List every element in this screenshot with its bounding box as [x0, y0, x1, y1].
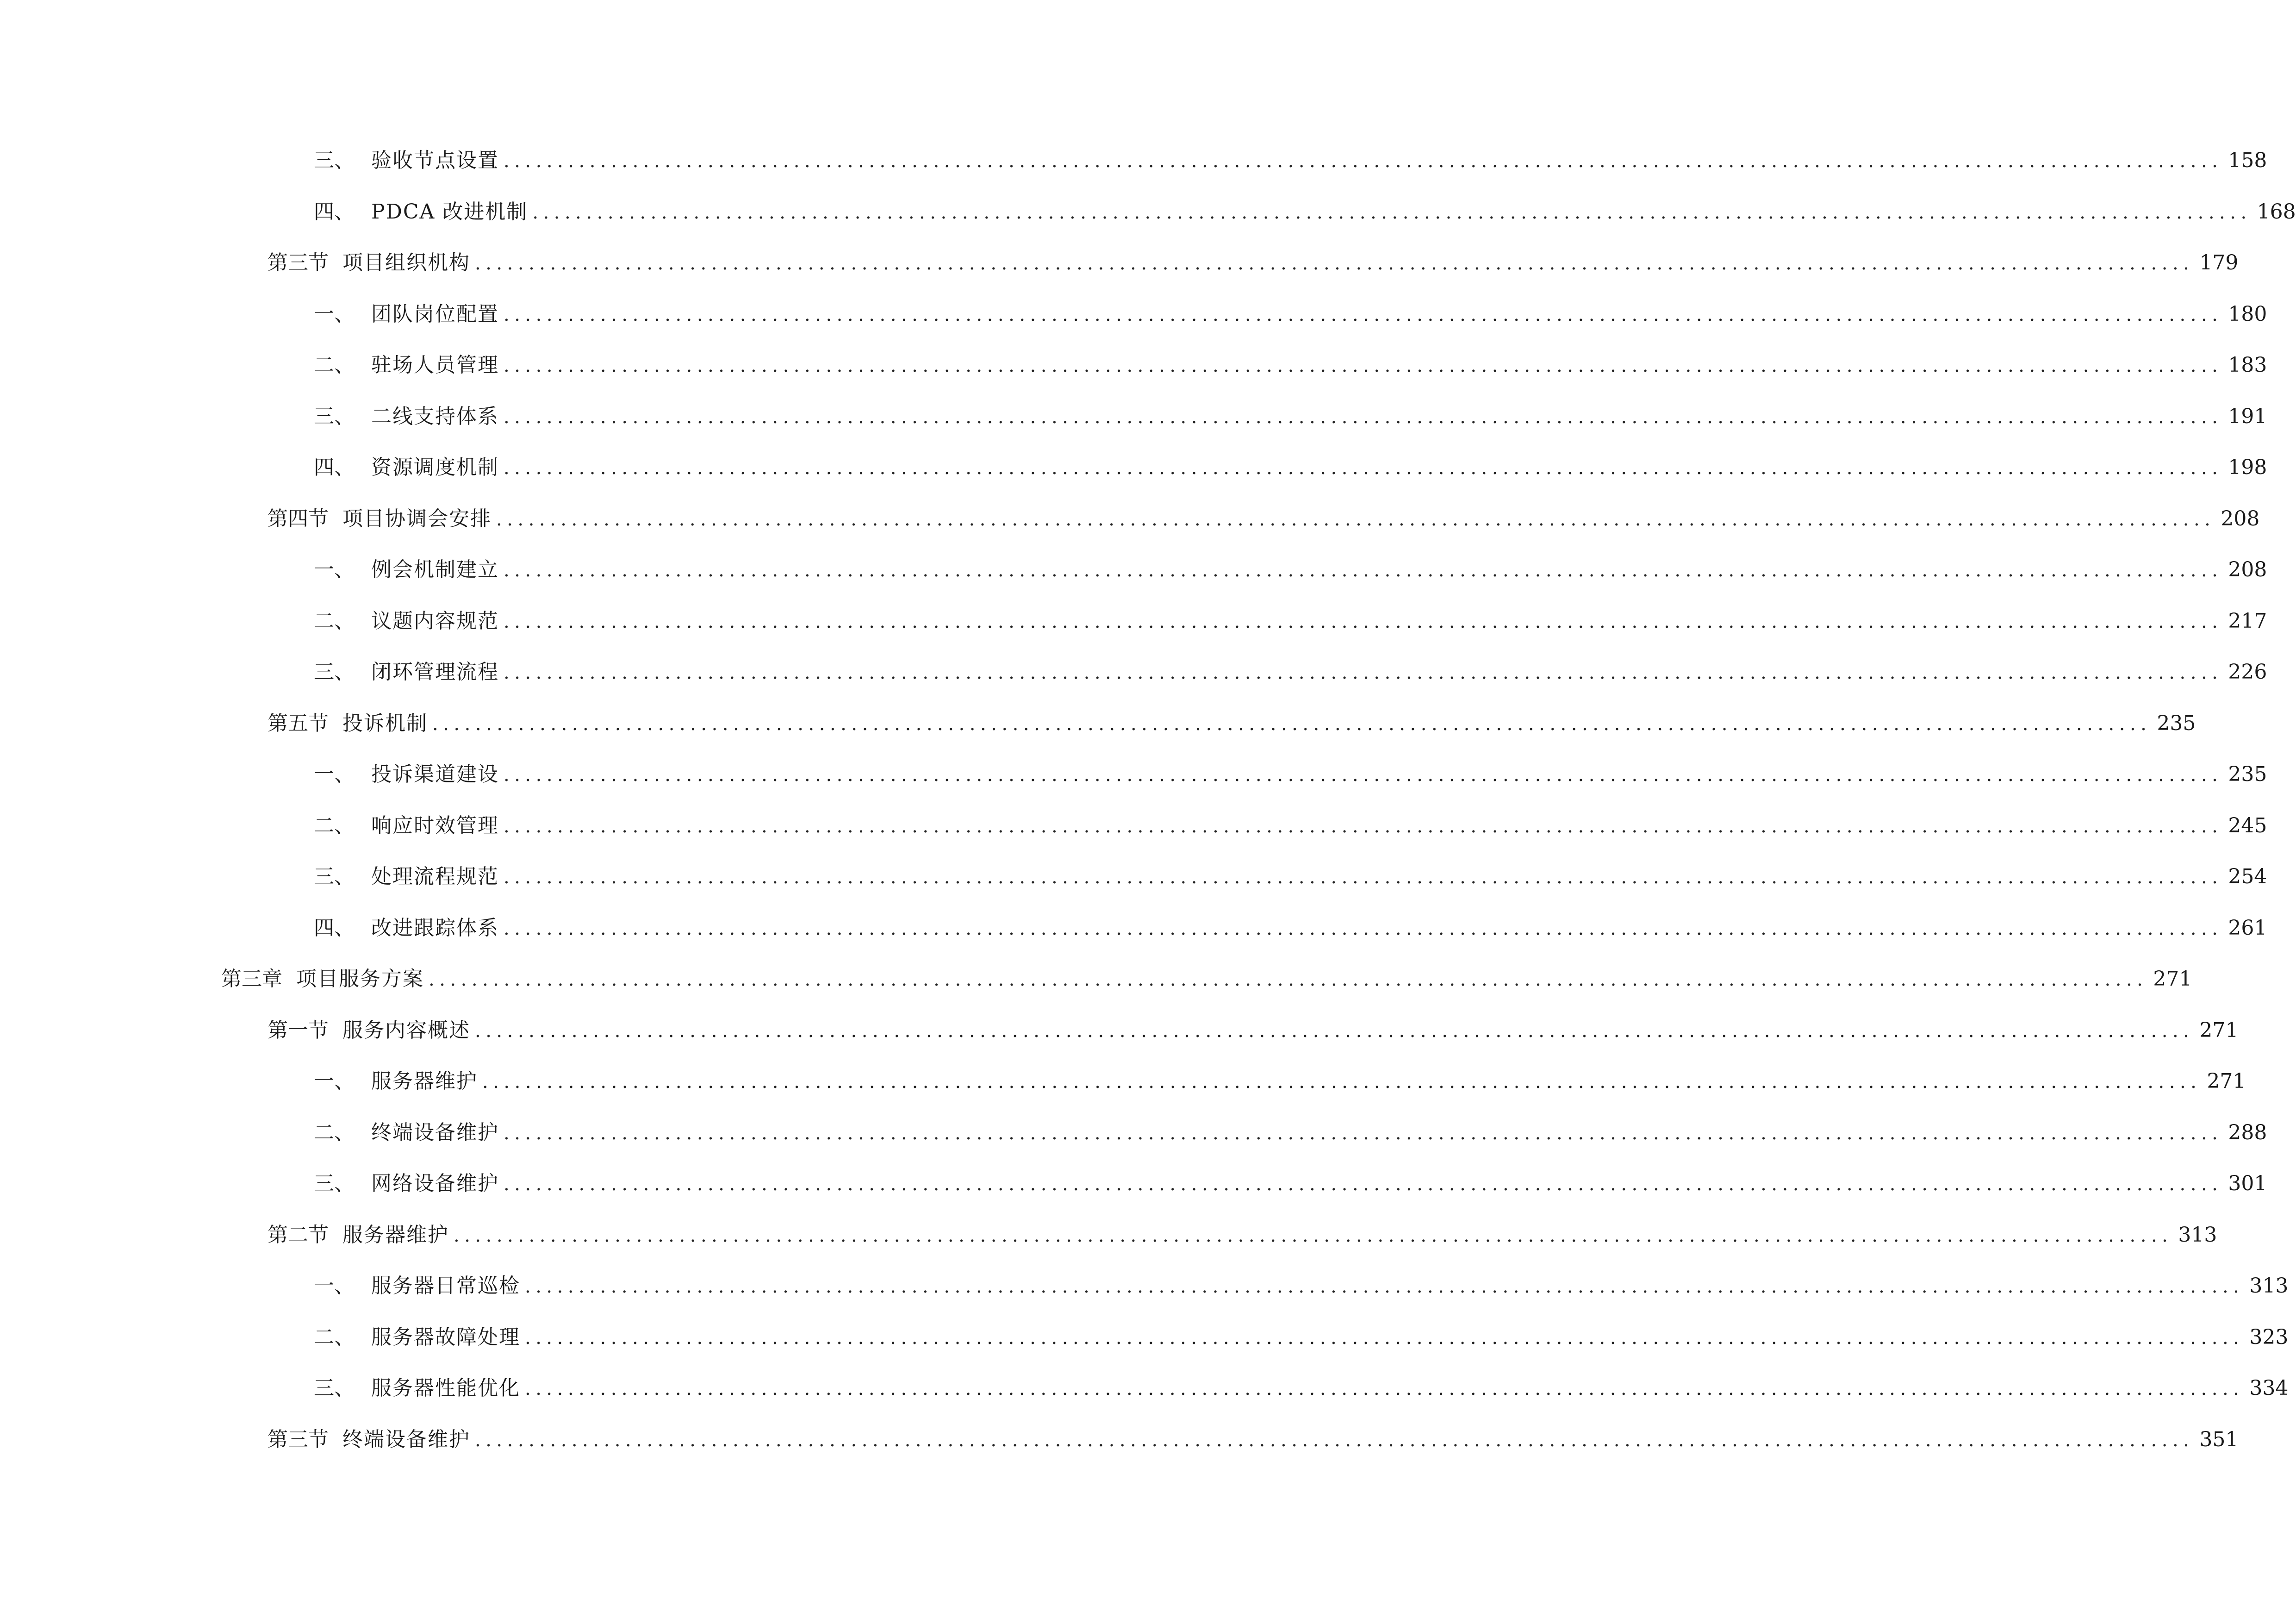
- toc-entry[interactable]: [0, 135, 2267, 187]
- toc-entry-row: [314, 1172, 2267, 1196]
- toc-entry-page-number: 254: [2228, 865, 2267, 889]
- toc-entry-title: 投诉机制: [342, 711, 428, 735]
- toc-entry-title: 项目协调会安排: [342, 506, 492, 531]
- toc-entry[interactable]: [0, 1363, 2289, 1414]
- toc-dot-leader: ................................................................................................................................................................: [525, 1327, 2244, 1349]
- toc-entry-number: 四、: [314, 200, 355, 224]
- toc-entry-number: 三、: [314, 149, 355, 173]
- toc-entry-row: [314, 456, 2267, 480]
- toc-entry-title: 项目服务方案: [296, 967, 424, 991]
- toc-entry[interactable]: [0, 647, 2267, 698]
- toc-entry-number: 一、: [314, 762, 355, 787]
- toc-entry-row: [314, 353, 2267, 377]
- toc-dot-leader: ................................................................................................................................................................: [504, 1122, 2223, 1144]
- toc-entry-number: 四、: [314, 456, 355, 480]
- toc-entry-row: [314, 660, 2267, 684]
- toc-entry-title: 项目组织机构: [342, 251, 470, 275]
- toc-entry[interactable]: [0, 1158, 2267, 1210]
- table-of-contents: [0, 135, 2296, 1465]
- toc-entry-page-number: 208: [2228, 558, 2267, 582]
- toc-entry-page-number: 235: [2157, 711, 2196, 735]
- toc-entry-page-number: 323: [2249, 1325, 2289, 1349]
- toc-entry-number: 第二节: [268, 1223, 329, 1247]
- toc-entry-title: 服务器维护: [371, 1069, 478, 1093]
- toc-dot-leader: ................................................................................................................................................................: [504, 457, 2223, 479]
- toc-entry-page-number: 191: [2228, 404, 2267, 428]
- toc-entry-row: [268, 711, 2196, 735]
- toc-entry-page-number: 183: [2228, 353, 2267, 377]
- toc-entry-page-number: 198: [2228, 456, 2267, 480]
- toc-entry-row: [314, 558, 2267, 582]
- toc-entry-number: 二、: [314, 353, 355, 377]
- toc-entry[interactable]: [0, 851, 2267, 903]
- toc-entry-number: 一、: [314, 302, 355, 326]
- toc-dot-leader: ................................................................................................................................................................: [504, 406, 2223, 428]
- toc-entry[interactable]: [0, 596, 2267, 647]
- toc-entry-title: 改进跟踪体系: [371, 916, 499, 940]
- toc-entry-title: 响应时效管理: [371, 813, 499, 837]
- toc-entry-page-number: 158: [2228, 149, 2267, 173]
- toc-dot-leader: ................................................................................................................................................................: [504, 355, 2223, 377]
- toc-entry-row: [314, 865, 2267, 889]
- toc-entry-row: [268, 1427, 2239, 1451]
- toc-entry-row: [314, 200, 2296, 224]
- toc-entry-number: 第三章: [221, 967, 282, 991]
- toc-entry[interactable]: [0, 1414, 2239, 1466]
- toc-entry-title: 服务器维护: [342, 1223, 449, 1247]
- toc-entry[interactable]: [0, 391, 2267, 443]
- toc-entry[interactable]: [0, 954, 2192, 1005]
- toc-entry-page-number: 313: [2249, 1274, 2289, 1298]
- toc-entry-number: 一、: [314, 1069, 355, 1093]
- toc-dot-leader: ................................................................................................................................................................: [504, 662, 2223, 684]
- toc-dot-leader: ................................................................................................................................................................: [475, 253, 2194, 275]
- toc-entry-number: 三、: [314, 1376, 355, 1400]
- toc-entry[interactable]: [0, 1005, 2239, 1056]
- toc-entry-page-number: 288: [2228, 1120, 2267, 1144]
- toc-entry-title: 处理流程规范: [371, 865, 499, 889]
- toc-entry-title: 团队岗位配置: [371, 302, 499, 326]
- toc-entry-page-number: 217: [2228, 609, 2267, 633]
- toc-entry-row: [314, 1120, 2267, 1144]
- toc-dot-leader: ................................................................................................................................................................: [475, 1020, 2194, 1042]
- toc-entry-row: [314, 609, 2267, 633]
- toc-dot-leader: ................................................................................................................................................................: [496, 508, 2215, 530]
- toc-entry-row: [314, 813, 2267, 837]
- toc-entry[interactable]: [0, 1312, 2289, 1363]
- toc-dot-leader: ................................................................................................................................................................: [475, 1429, 2194, 1451]
- toc-entry[interactable]: [0, 544, 2267, 596]
- toc-entry-number: 三、: [314, 404, 355, 428]
- toc-entry-page-number: 271: [2199, 1018, 2239, 1042]
- toc-entry[interactable]: [0, 442, 2267, 493]
- toc-entry-title: 终端设备维护: [342, 1427, 470, 1451]
- toc-dot-leader: ................................................................................................................................................................: [525, 1276, 2244, 1298]
- toc-entry[interactable]: [0, 187, 2296, 238]
- toc-entry-row: [314, 916, 2267, 940]
- toc-entry-number: 第四节: [268, 506, 329, 531]
- toc-entry-row: [314, 149, 2267, 173]
- toc-dot-leader: ................................................................................................................................................................: [504, 918, 2223, 939]
- toc-entry-page-number: 180: [2228, 302, 2267, 326]
- toc-entry[interactable]: [0, 749, 2267, 800]
- toc-entry-row: [268, 506, 2260, 531]
- toc-entry-page-number: 179: [2199, 251, 2239, 275]
- toc-dot-leader: ................................................................................................................................................................: [532, 201, 2252, 223]
- toc-entry-title: 服务器性能优化: [371, 1376, 520, 1400]
- toc-entry-title: 服务器日常巡检: [371, 1274, 520, 1298]
- toc-dot-leader: ................................................................................................................................................................: [504, 867, 2223, 888]
- toc-entry-page-number: 301: [2228, 1172, 2267, 1196]
- toc-entry-page-number: 168: [2257, 200, 2296, 224]
- toc-entry[interactable]: [0, 903, 2267, 954]
- toc-dot-leader: ................................................................................................................................................................: [429, 969, 2148, 991]
- toc-entry-title: 驻场人员管理: [371, 353, 499, 377]
- toc-entry[interactable]: [0, 1107, 2267, 1159]
- toc-entry-number: 第一节: [268, 1018, 329, 1042]
- toc-entry-row: [268, 251, 2239, 275]
- toc-entry-page-number: 245: [2228, 813, 2267, 837]
- toc-entry-title: PDCA 改进机制: [371, 200, 528, 224]
- toc-entry-number: 二、: [314, 813, 355, 837]
- toc-dot-leader: ................................................................................................................................................................: [454, 1224, 2173, 1246]
- toc-entry-number: 第五节: [268, 711, 329, 735]
- toc-entry-title: 验收节点设置: [371, 149, 499, 173]
- toc-entry-title: 服务器故障处理: [371, 1325, 520, 1349]
- toc-entry-title: 服务内容概述: [342, 1018, 470, 1042]
- toc-entry-page-number: 351: [2199, 1427, 2239, 1451]
- toc-entry-row: [314, 302, 2267, 326]
- toc-dot-leader: ................................................................................................................................................................: [504, 304, 2223, 325]
- toc-dot-leader: ................................................................................................................................................................: [525, 1378, 2244, 1400]
- toc-entry-row: [268, 1223, 2217, 1247]
- toc-dot-leader: ................................................................................................................................................................: [504, 560, 2223, 581]
- toc-entry-title: 二线支持体系: [371, 404, 499, 428]
- toc-entry-number: 三、: [314, 865, 355, 889]
- toc-entry[interactable]: [0, 289, 2267, 340]
- toc-dot-leader: ................................................................................................................................................................: [504, 150, 2223, 172]
- toc-entry[interactable]: [0, 1210, 2217, 1261]
- toc-entry[interactable]: [0, 1261, 2289, 1312]
- toc-entry[interactable]: [0, 1056, 2246, 1107]
- toc-dot-leader: ................................................................................................................................................................: [504, 611, 2223, 632]
- toc-entry-page-number: 226: [2228, 660, 2267, 684]
- toc-entry-number: 一、: [314, 558, 355, 582]
- toc-dot-leader: ................................................................................................................................................................: [432, 713, 2152, 735]
- toc-entry-number: 二、: [314, 609, 355, 633]
- toc-entry-number: 二、: [314, 1120, 355, 1144]
- toc-entry[interactable]: [0, 237, 2239, 289]
- toc-entry-page-number: 261: [2228, 916, 2267, 940]
- toc-entry-row: [268, 1018, 2239, 1042]
- toc-entry-title: 资源调度机制: [371, 456, 499, 480]
- toc-entry-page-number: 334: [2249, 1376, 2289, 1400]
- toc-entry-title: 网络设备维护: [371, 1172, 499, 1196]
- toc-dot-leader: ................................................................................................................................................................: [504, 815, 2223, 837]
- toc-entry-number: 三、: [314, 1172, 355, 1196]
- toc-entry-number: 二、: [314, 1325, 355, 1349]
- toc-entry-row: [221, 967, 2192, 991]
- toc-entry-title: 终端设备维护: [371, 1120, 499, 1144]
- toc-entry-number: 一、: [314, 1274, 355, 1298]
- toc-entry-title: 议题内容规范: [371, 609, 499, 633]
- toc-entry-row: [314, 1376, 2289, 1400]
- toc-entry-page-number: 313: [2178, 1223, 2217, 1247]
- toc-entry-page-number: 208: [2221, 506, 2260, 531]
- toc-entry[interactable]: [0, 698, 2196, 750]
- toc-entry-row: [314, 404, 2267, 428]
- toc-entry[interactable]: [0, 800, 2267, 852]
- toc-entry-page-number: 271: [2153, 967, 2192, 991]
- toc-entry-title: 闭环管理流程: [371, 660, 499, 684]
- toc-entry-number: 四、: [314, 916, 355, 940]
- toc-entry-title: 例会机制建立: [371, 558, 499, 582]
- toc-entry-row: [314, 1069, 2246, 1093]
- toc-entry-row: [314, 762, 2267, 787]
- toc-dot-leader: ................................................................................................................................................................: [482, 1071, 2202, 1093]
- toc-entry-row: [314, 1325, 2289, 1349]
- toc-entry-number: 三、: [314, 660, 355, 684]
- toc-entry-page-number: 271: [2207, 1069, 2246, 1093]
- toc-entry-page-number: 235: [2228, 762, 2267, 787]
- toc-entry[interactable]: [0, 340, 2267, 391]
- toc-entry[interactable]: [0, 493, 2260, 545]
- toc-entry-number: 第三节: [268, 251, 329, 275]
- toc-entry-row: [314, 1274, 2289, 1298]
- toc-dot-leader: ................................................................................................................................................................: [504, 1174, 2223, 1195]
- toc-entry-title: 投诉渠道建设: [371, 762, 499, 787]
- toc-dot-leader: ................................................................................................................................................................: [504, 764, 2223, 786]
- toc-entry-number: 第三节: [268, 1427, 329, 1451]
